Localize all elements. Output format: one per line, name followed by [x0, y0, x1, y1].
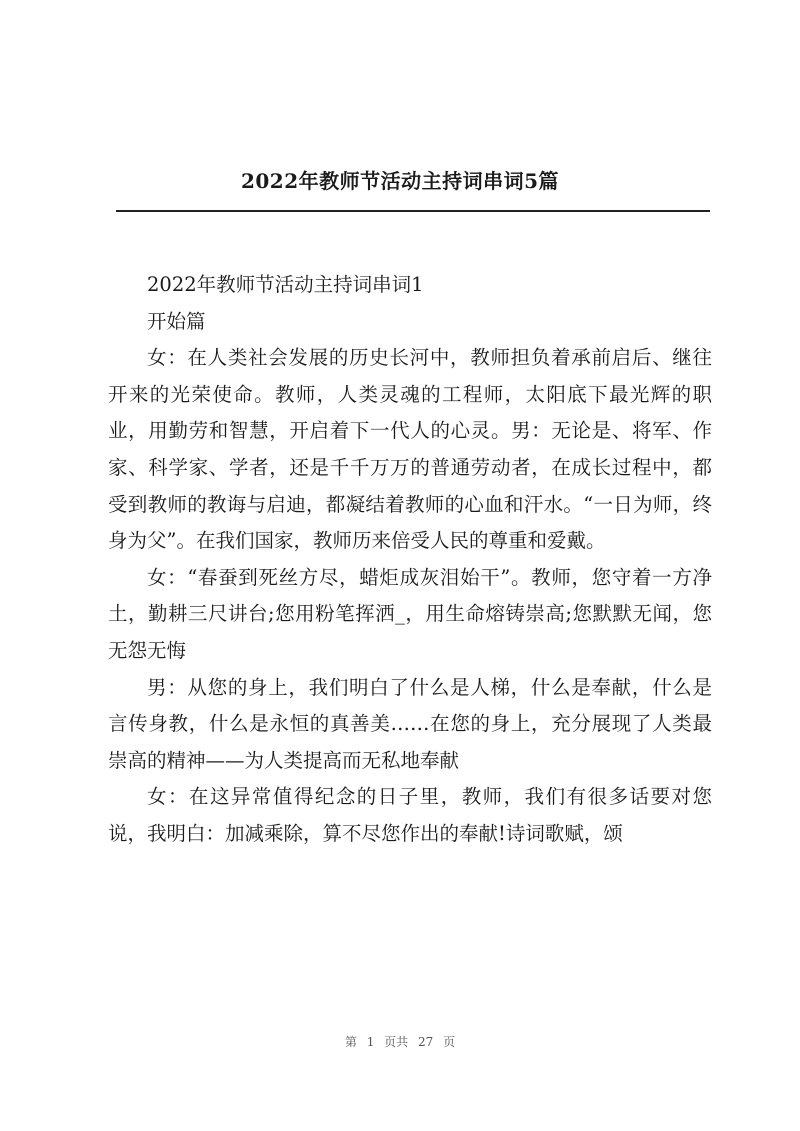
page-number-footer: 第 1 页共 27 页 — [344, 1035, 456, 1049]
section-heading: 2022年教师节活动主持词串词1 — [147, 273, 424, 296]
document-body — [108, 267, 712, 853]
body-paragraph: 男：从您的身上，我们明白了什么是人梯，什么是奉献，什么是言传身教，什么是永恒的真善美……在您的身上，充分展现了人类最崇高的精神——为人类提高而无私地奉献 — [108, 675, 712, 772]
body-paragraph: 女：在这异常值得纪念的日子里，教师，我们有很多话要对您说，我明白：加减乘除，算不尽您作出的奉献!诗词歌赋，颂 — [108, 785, 712, 845]
body-paragraph: 女：在人类社会发展的历史长河中，教师担负着承前启后、继往开来的光荣使命。教师，人类灵魂的工程师，太阳底下最光辉的职业，用勤劳和智慧，开启着下一代人的心灵。男：无论是、将军、作家、科学家、学者，还是千千万万的普通劳动者，在成长过程中，都受到教师的教诲与启迪，都凝结着教师的心血和汗水。“一日为师，终身为父”。在我们国家，教师历来倍受人民的尊重和爱戴。 — [108, 346, 712, 553]
body-paragraph: 女：“春蚕到死丝方尽，蜡炬成灰泪始干”。教师，您守着一方净土，勤耕三尺讲台;您用粉笔挥洒_，用生命熔铸崇高;您默默无闻，您无怨无悔 — [108, 565, 712, 662]
document-title: 2022年教师节活动主持词串词5篇 — [240, 169, 560, 193]
title-divider — [116, 210, 710, 212]
section-subheading: 开始篇 — [147, 309, 206, 333]
